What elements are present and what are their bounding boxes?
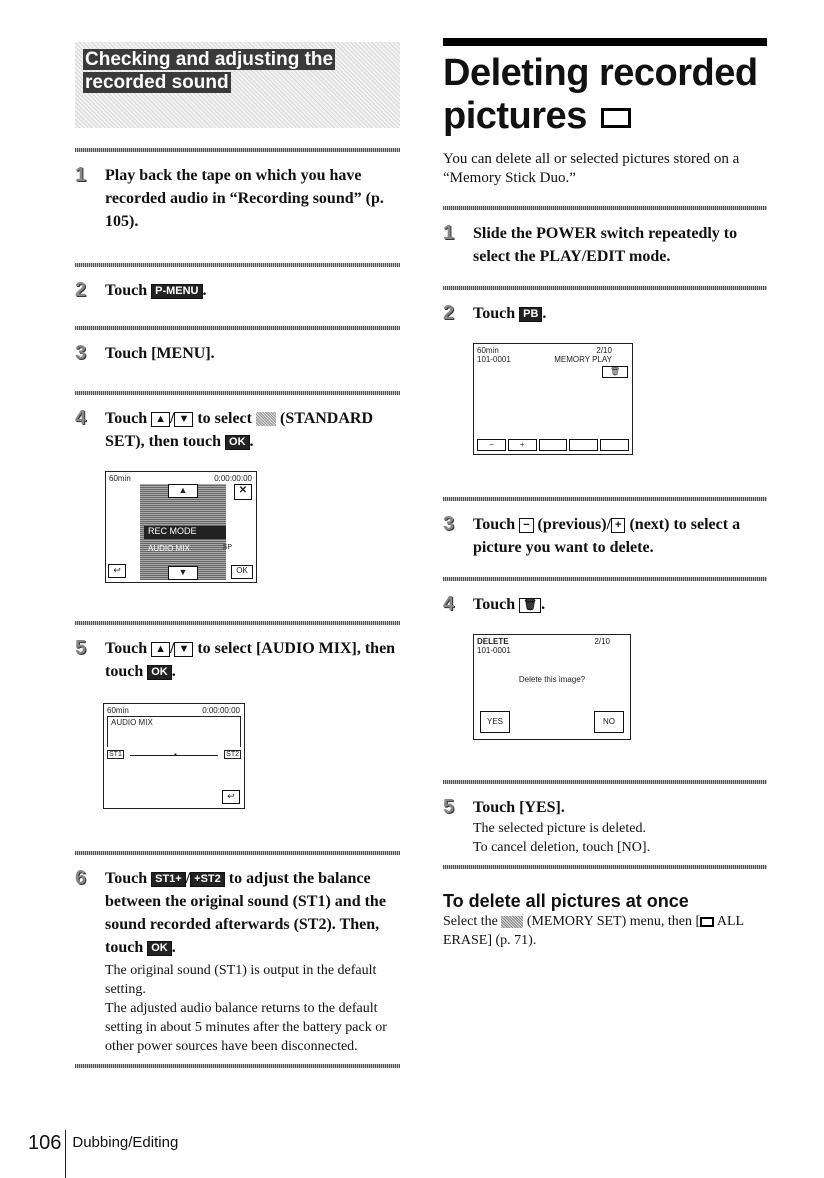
- st1-button[interactable]: ST1: [109, 751, 122, 758]
- battery-indicator: 60min: [107, 706, 129, 715]
- step-text: (next) to select a picture you want to delete.: [473, 516, 741, 556]
- step-text: Touch: [473, 516, 516, 533]
- step-text: Touch [YES].: [473, 799, 565, 816]
- step-text: Touch: [105, 410, 148, 427]
- page-number: 106: [28, 1130, 66, 1178]
- step-number: 6: [75, 867, 87, 889]
- step-text: to select: [197, 410, 252, 427]
- divider: [443, 286, 767, 290]
- step-1: [75, 164, 400, 233]
- step-text: to adjust the balance between the original sound (ST1) and the sound recorded afterwards (ST2). Then, touch: [105, 870, 386, 956]
- ok-button[interactable]: OK: [225, 435, 250, 450]
- note: To cancel deletion, touch [NO].: [473, 840, 651, 855]
- page-title: [443, 38, 767, 138]
- divider: [443, 497, 767, 501]
- section-title-box: [75, 42, 400, 128]
- section-title: Checking and adjusting the recorded sound: [85, 49, 334, 93]
- title-line: pictures: [443, 95, 587, 137]
- step-number: 3: [443, 513, 455, 535]
- index-button[interactable]: [539, 439, 568, 451]
- ok-button[interactable]: OK: [147, 665, 172, 680]
- file-number: 101-0001: [477, 355, 511, 364]
- step-2: 2 Touch PB .: [443, 302, 547, 324]
- play-button[interactable]: PB: [519, 307, 542, 322]
- step-number: 1: [75, 164, 87, 186]
- page-footer: [28, 1130, 178, 1178]
- left-column: [75, 42, 400, 1068]
- image-count: 2/10: [596, 346, 612, 355]
- subheading: To delete all pictures at once: [443, 891, 689, 911]
- confirm-question: Delete this image?: [518, 675, 586, 684]
- step-number: 4: [443, 593, 455, 615]
- st2-button[interactable]: ST2: [226, 751, 239, 758]
- st2-key[interactable]: +ST2: [190, 872, 225, 887]
- up-arrow-button[interactable]: ▲: [151, 642, 170, 657]
- step-number: 3: [75, 342, 87, 364]
- delete-icon[interactable]: 🗑: [602, 366, 628, 378]
- divider: [443, 577, 767, 581]
- note: The adjusted audio balance returns to the default setting in about 5 minutes after the battery pack or other power sources have been disconnected.: [105, 1001, 387, 1054]
- divider: [75, 851, 400, 855]
- step-number: 2: [75, 279, 87, 301]
- menu-down-button[interactable]: ▼: [168, 566, 198, 580]
- step-text: Touch: [105, 870, 148, 887]
- down-arrow-button[interactable]: ▼: [174, 412, 193, 427]
- delete-label: DELETE: [477, 637, 509, 646]
- right-column: [443, 38, 767, 950]
- p-menu-button[interactable]: P-MENU: [151, 284, 202, 299]
- step-4: 4 Touch 🗑 .: [443, 593, 546, 615]
- note: The selected picture is deleted.: [473, 821, 646, 836]
- step-number: 4: [75, 407, 87, 429]
- battery-indicator: 60min: [477, 346, 499, 355]
- divider: [443, 780, 767, 784]
- memory-stick-icon: [601, 108, 631, 128]
- divider: [75, 326, 400, 330]
- delete-button[interactable]: 🗑: [519, 598, 541, 613]
- next-key[interactable]: +: [611, 518, 625, 533]
- step-6: 6 Touch ST1+ / +ST2 to adjust the balance between the original sound (ST1) and the sound recorded afterwards (ST2). Then, touch OK . The original sound (ST1) is output in the default setting. The adjusted audio balance returns to the default setting in about 5 minutes after the battery pack or other power sources have been disconnected.: [75, 867, 400, 1056]
- title-line: Deleting recorded: [443, 52, 758, 94]
- memory-stick-icon: [700, 917, 714, 927]
- mode-label: MEMORY PLAY: [554, 355, 612, 364]
- return-icon[interactable]: ↩: [222, 790, 240, 804]
- step-5: 5 Touch ▲ / ▼ to select [AUDIO MIX], then touch OK .: [75, 637, 400, 683]
- previous-key[interactable]: −: [519, 518, 533, 533]
- step-3: [443, 513, 767, 559]
- divider: [75, 1064, 400, 1068]
- up-arrow-button[interactable]: ▲: [151, 412, 170, 427]
- step-text: Touch [MENU].: [105, 345, 215, 362]
- section-name: Dubbing/Editing: [72, 1134, 179, 1151]
- note: The original sound (ST1) is output in the default setting.: [105, 963, 377, 997]
- ok-button[interactable]: OK: [147, 941, 172, 956]
- timecode: 0:00:00:00: [214, 474, 252, 483]
- step-text: Touch: [473, 596, 516, 613]
- standard-set-icon: [256, 412, 276, 426]
- step-3: [75, 342, 400, 365]
- menu-item-audio-mix[interactable]: AUDIO MIX: [148, 544, 190, 553]
- divider: [443, 865, 767, 869]
- step-text: Touch: [473, 305, 516, 322]
- step-text: Touch: [105, 640, 148, 657]
- audio-mix-screen: [103, 703, 245, 809]
- sp-label: SP: [222, 544, 232, 551]
- body-text: Select the: [443, 914, 498, 929]
- step-2: 2 Touch P-MENU .: [75, 279, 207, 301]
- slideshow-button[interactable]: [569, 439, 598, 451]
- subheading-body: [443, 912, 767, 950]
- return-icon[interactable]: ↩: [108, 564, 126, 578]
- audio-mix-label: AUDIO MIX: [111, 718, 153, 727]
- next-button[interactable]: +: [508, 439, 537, 451]
- divider: [75, 148, 400, 152]
- previous-button[interactable]: −: [477, 439, 506, 451]
- yes-button[interactable]: YES: [480, 711, 510, 733]
- step-text: (STANDARD SET), then touch: [105, 410, 374, 450]
- divider: [75, 263, 400, 267]
- step-number: 5: [443, 796, 455, 818]
- pmenu-button[interactable]: [600, 439, 629, 451]
- step-text: to select [AUDIO MIX], then touch: [105, 640, 396, 680]
- image-count: 2/10: [594, 637, 610, 646]
- body-text: ALL ERASE] (p. 71).: [443, 914, 744, 948]
- step-text: Play back the tape on which you have recorded audio in “Recording sound” (p. 105).: [105, 167, 384, 230]
- menu-screen: [105, 471, 257, 583]
- menu-up-button[interactable]: ▲: [168, 484, 198, 498]
- divider: [75, 621, 400, 625]
- no-button[interactable]: NO: [594, 711, 624, 733]
- delete-confirm-screen: [473, 634, 631, 740]
- step-text: Slide the POWER switch repeatedly to select the PLAY/EDIT mode.: [473, 225, 738, 265]
- divider: [443, 206, 767, 210]
- st1-key[interactable]: ST1+: [151, 872, 186, 887]
- down-arrow-button[interactable]: ▼: [174, 642, 193, 657]
- battery-indicator: 60min: [109, 474, 131, 483]
- memory-set-icon: [501, 916, 523, 928]
- menu-item-rec-mode[interactable]: REC MODE: [144, 526, 226, 539]
- step-text: Touch: [105, 282, 148, 299]
- close-icon[interactable]: ✕: [234, 484, 252, 500]
- step-4: 4 Touch ▲ / ▼ to select (STANDARD SET), then touch OK .: [75, 407, 400, 453]
- slider-handle[interactable]: ▪: [174, 750, 177, 759]
- body-text: (MEMORY SET) menu, then [: [526, 914, 701, 929]
- step-number: 5: [75, 637, 87, 659]
- divider: [75, 391, 400, 395]
- file-number: 101-0001: [477, 646, 511, 655]
- memory-play-screen: [473, 343, 633, 455]
- step-number: 2: [443, 302, 455, 324]
- intro: You can delete all or selected pictures stored on a “Memory Stick Duo.”: [443, 151, 740, 186]
- step-text: (previous)/: [537, 516, 612, 533]
- step-1: [443, 222, 767, 268]
- step-number: 1: [443, 222, 455, 244]
- timecode: 0:00:00:00: [202, 706, 240, 715]
- step-5: [443, 796, 767, 857]
- screen-ok-button[interactable]: OK: [231, 565, 253, 579]
